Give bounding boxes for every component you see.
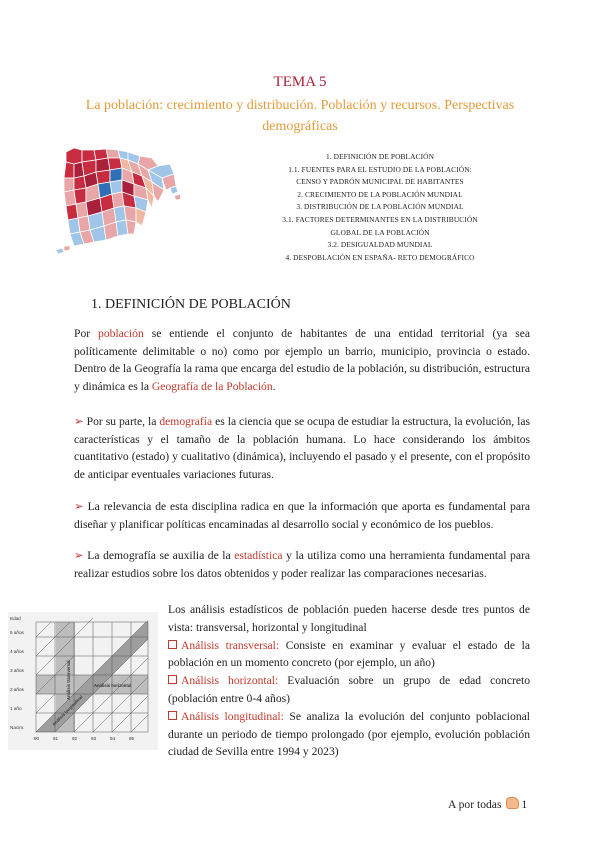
page-number: 1 [521,798,528,811]
table-of-contents [250,151,510,264]
term-geografia-poblacion: Geografía de la Población [151,379,273,393]
analysis-item [168,637,530,673]
paragraph-definition [74,325,530,395]
text: es la ciencia que se ocupa de estudiar la estructura, la evolución, las características y el tamaño de la población humana. Lo hace considerando los ámbitos cuantitativo (estado) y cualitativo (dinámica), incluyendo el pasado y el presente, con el propósito de anticipar eventuales variaciones futuras. [74,415,530,481]
lexis-xlabel: 94 [110,736,116,741]
text: Consiste en examinar y evaluar el estado de la población en un momento concreto (por ejemplo, un año) [168,638,530,670]
paragraph-estadistica [74,547,530,582]
term-longitudinal: Análisis longitudinal [181,709,281,723]
analysis-section [168,601,530,761]
term-horizontal: Análisis horizontal [181,674,276,688]
paragraph-demografia [74,413,530,483]
checkbox-bullet-icon [168,640,177,649]
term-estadistica: estadística [234,549,283,562]
analysis-item [168,708,530,761]
term-poblacion: población [98,327,144,340]
lexis-ylabel: 5 años [10,630,24,635]
lexis-band-label: Análisis longitudinal [51,694,84,727]
lexis-xlabel: 95 [129,736,135,741]
lexis-xlabel: 90 [34,736,40,741]
lexis-band-label: Análisis horizontal [94,683,132,688]
document-subtitle: La población: crecimiento y distribución. Población y recursos. Perspectivas demográficas [85,98,515,134]
lexis-xlabel: 93 [91,736,97,741]
lexis-ylabel: Edad [10,616,21,621]
lexis-xlabel: 92 [72,736,78,741]
toc-item: 3. DISTRIBUCIÓN DE LA POBLACIÓN MUNDIAL [296,202,464,212]
text: La relevancia de esta disciplina radica en que la información que aporta es fundamental para diseñar y planificar políticas encaminadas al desarrollo social y económico de los pueblos. [74,500,530,531]
text: . [272,379,276,393]
text: Evaluación sobre un grupo de edad concreto (población entre 0-4 años) [168,674,531,705]
text: Se analiza la evolución del conjunto poblacional durante un periodo de tiempo prolongado (por ejemplo, evolución población ciudad de Sevilla entre 1994 y 2023) [168,709,530,759]
text: se entiende el conjunto de habitantes de una entidad territorial (ya sea políticamente delimitable o no) como por ejemplo un barrio, municipio, provincia o estado. Dentro de la Geografía la rama que encarga del estudio de la población, su distribución, estructura y dinámica es la [74,327,530,393]
analysis-item [168,672,530,708]
toc-item: 1. DEFINICIÓN DE POBLACIÓN [325,152,435,161]
toc-item: GLOBAL DE LA POBLACIÓN [330,227,430,237]
footer-text: A por todas [448,798,502,811]
lexis-ylabel: Nacim. [10,725,25,730]
lexis-ylabel: 3 años [10,668,24,673]
arrow-bullet-icon: ➢ [74,415,87,428]
text: y la utiliza como una herramienta fundamental para realizar estudios sobre los datos obtenidos y poder realizar las comparaciones necesarias. [74,549,530,580]
lexis-ylabel: 1 año [10,706,22,711]
flexed-biceps-icon [506,797,519,809]
colon: : [275,638,280,652]
checkbox-bullet-icon [168,675,177,684]
text: La demografía se auxilia de la [87,549,235,562]
colon: : [275,674,279,688]
lexis-ylabel: 4 años [10,649,24,654]
toc-item: 2. CRECIMIENTO DE LA POBLACIÓN MUNDIAL [297,189,463,199]
toc-item: CENSO Y PADRÓN MUNICIPAL DE HABITANTES [296,177,464,187]
arrow-bullet-icon: ➢ [74,500,88,513]
toc-item: 4. DESPOBLACIÓN EN ESPAÑA- RETO DEMOGRÁFICO [285,252,475,262]
lexis-diagram-image [8,612,158,750]
arrow-bullet-icon: ➢ [74,549,88,562]
toc-item: 3.2. DESIGUALDAD MUNDIAL [327,240,433,250]
toc-item: 3.1. FACTORES DETERMINANTES EN LA DISTRIBUCIÓN [282,214,478,224]
colon: : [280,709,284,723]
checkbox-bullet-icon [168,711,177,720]
analysis-intro: Los análisis estadísticos de población pueden hacerse desde tres puntos de vista: transversal, horizontal y longitudinal [168,603,530,634]
page-footer [448,797,527,811]
term-transversal: Análisis transversal [181,638,276,652]
lexis-ylabel: 2 años [10,687,24,692]
term-demografia: demografía [159,415,213,428]
paragraph-relevancia [74,498,530,533]
lexis-xlabel: 91 [53,736,59,741]
text: Por [74,327,99,340]
document-title: TEMA 5 [273,74,327,90]
text: Por su parte, la [86,415,160,428]
spain-map-image [52,142,184,260]
toc-item: 1.1. FUENTES PARA EL ESTUDIO DE LA POBLACIÓN: [288,164,472,174]
lexis-band-label: Análisis transversal [66,660,71,700]
section-heading: 1. DEFINICIÓN DE POBLACIÓN [91,297,291,312]
